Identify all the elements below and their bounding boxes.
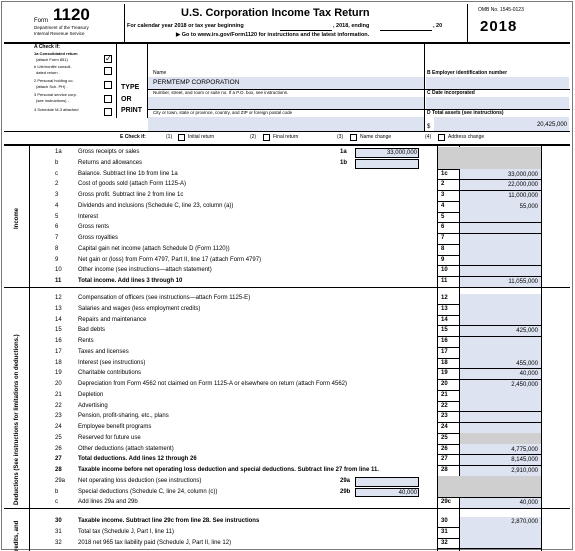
line-14-deductions-text: Repairs and maintenance <box>78 316 147 323</box>
line-8-income-num: 8 <box>55 245 59 252</box>
line-19-deductions-value: 40,000 <box>519 371 538 378</box>
type-label: TYPE <box>121 84 140 91</box>
line-24-deductions-value-field[interactable] <box>460 423 541 433</box>
line-31-tax-box-label: 31 <box>441 528 448 535</box>
check-item-2-cont: (attach Sch. PH) . <box>36 84 68 89</box>
line-31-tax-text: Total tax (Schedule J, Part I, line 11) <box>78 528 174 535</box>
dept-line-2: Internal Revenue Service <box>34 31 85 36</box>
ein-label: B Employer identification number <box>427 70 508 76</box>
line-16-deductions-value-field[interactable] <box>460 337 541 347</box>
line-21-deductions-box-label: 21 <box>441 391 448 398</box>
line-2-income-text: Cost of goods sold (attach Form 1125-A) <box>78 181 186 188</box>
street-field[interactable] <box>148 97 424 109</box>
check-item-3: 3 Personal service corp. <box>34 92 77 97</box>
line-13-deductions-text: Salaries and wages (less employment credits) <box>78 305 201 312</box>
line-11-income-num: 11 <box>55 278 62 284</box>
line-29a-deductions-sub-label: 29a <box>340 477 351 484</box>
checkbox-personal-service[interactable] <box>104 95 112 103</box>
line-20-deductions-text: Depreciation from Form 4562 not claimed on Form 1125-A or elsewhere on return (attach Form 4562) <box>78 381 348 387</box>
line-23-deductions-text: Pension, profit-sharing, etc., plans <box>78 413 169 420</box>
line-29a-deductions-num: 29a <box>55 477 66 484</box>
form-title: U.S. Corporation Income Tax Return <box>181 7 370 19</box>
deductions-section-end-rule <box>4 508 570 509</box>
line-26-deductions-num: 26 <box>55 445 62 452</box>
line-2-income-value: 22,000,000 <box>507 182 538 189</box>
line-c-income-num: c <box>55 170 58 177</box>
line-b-income-sub-field[interactable] <box>355 159 419 169</box>
line-19-deductions-box-label: 19 <box>441 370 448 377</box>
checkbox-life-nonlife[interactable] <box>104 67 112 75</box>
line-b-deductions-sub-label: 29b <box>340 488 351 495</box>
line-18-deductions-value: 455,000 <box>516 360 538 367</box>
line-2-income-num: 2 <box>55 181 59 188</box>
line-1a-income-sub-label: 1a <box>340 149 347 155</box>
line-2-income-box-label: 2 <box>441 181 445 188</box>
line-29a-deductions-shaded-box <box>438 476 541 487</box>
line-c-deductions-num: c <box>55 499 58 506</box>
total-assets-value: 20,425,000 <box>536 122 567 128</box>
line-23-deductions-box-label: 23 <box>441 413 448 420</box>
income-section-label: Income <box>14 207 20 229</box>
e-opt-3-num: (3) <box>337 134 344 140</box>
line-11-income-box-label: 11 <box>441 278 448 284</box>
city-field[interactable] <box>148 117 424 131</box>
or-label: OR <box>121 96 132 103</box>
line-8-income-box-label: 8 <box>441 245 445 252</box>
total-assets-label: D Total assets (see instructions) <box>427 110 504 116</box>
e-check-label: E Check if: <box>120 134 146 140</box>
checkbox-address-change[interactable] <box>438 134 445 141</box>
line-19-deductions-text: Charitable contributions <box>78 370 142 377</box>
line-19-deductions-num: 19 <box>55 370 62 377</box>
line-32-tax-value-field[interactable] <box>460 538 541 548</box>
line-b-deductions-num: b <box>55 488 59 495</box>
line-16-deductions-text: Rents <box>78 338 94 344</box>
checkbox-final-return[interactable] <box>263 134 270 141</box>
check-if-heading: A Check if: <box>34 44 60 50</box>
line-c-income-box-label: 1c <box>441 170 448 177</box>
line-c-income-text: Balance. Subtract line 1b from line 1a <box>78 170 178 177</box>
line-11-income-value: 11,055,000 <box>508 279 538 285</box>
tax-year-line: For calendar year 2018 or tax year beginning <box>127 23 244 29</box>
line-4-income-value: 55,000 <box>519 203 538 210</box>
line-13-deductions-box-label: 13 <box>441 305 448 312</box>
city-label: City or town, state or province, country, and ZIP or foreign postal code <box>153 110 293 115</box>
line-8-income-text: Capital gain net income (attach Schedule D (Form 1120)) <box>78 245 230 252</box>
line-22-deductions-num: 22 <box>55 402 62 409</box>
line-4-income-text: Dividends and inclusions (Schedule C, line 23, column (a)) <box>78 202 234 209</box>
check-item-1a-attach: (attach Form 851) <box>36 57 68 62</box>
line-31-tax-num: 31 <box>55 528 62 535</box>
tax-year-big: 2018 <box>480 18 518 35</box>
omb-number: OMB No. 1545-0123 <box>478 7 524 13</box>
line-24-deductions-text: Employee benefit programs <box>78 424 152 430</box>
check-item-4: 4 Schedule M-3 attached <box>34 107 79 112</box>
income-section-end-rule <box>4 287 570 288</box>
line-10-income-text: Other income (see instructions—attach statement) <box>78 267 212 274</box>
line-12-deductions-text: Compensation of officers (see instructions—attach Form 1125-E) <box>78 295 251 301</box>
e-opt-2-num: (2) <box>250 134 257 140</box>
line-23-deductions-value-field[interactable] <box>460 412 541 422</box>
name-label: Name <box>153 70 167 76</box>
date-incorporated-field[interactable] <box>426 97 569 109</box>
checkbox-initial-return[interactable] <box>178 134 185 141</box>
line-16-deductions-num: 16 <box>55 338 62 344</box>
line-29a-deductions-sub-field[interactable] <box>355 477 419 487</box>
line-21-deductions-num: 21 <box>55 391 62 398</box>
line-20-deductions-value: 2,450,000 <box>511 382 538 388</box>
check-item-1b: b Life/nonlife consoli- <box>34 64 72 69</box>
line-22-deductions-text: Advertising <box>78 402 108 409</box>
dollar-sign: $ <box>427 124 431 130</box>
e-opt-initial-return: Initial return <box>188 134 215 140</box>
line-27-deductions-text: Total deductions. Add lines 12 through 26 <box>78 456 197 463</box>
line-4-income-num: 4 <box>55 202 59 209</box>
line-30-tax-text: Taxable income. Subtract line 29c from line 28. See instructions <box>78 518 260 524</box>
line-27-deductions-value: 8,145,000 <box>511 457 538 464</box>
line-21-deductions-value-field[interactable] <box>460 390 541 400</box>
line-9-income-text: Net gain or (loss) from Form 4797, Part II, line 17 (attach Form 4797) <box>78 256 262 263</box>
line-16-deductions-box-label: 16 <box>441 338 448 344</box>
line-18-deductions-text: Interest (see instructions) <box>78 359 146 366</box>
box-col-right-rule <box>541 146 542 551</box>
e-opt-final-return: Final return <box>273 134 299 140</box>
line-5-income-num: 5 <box>55 213 59 220</box>
line-15-deductions-num: 15 <box>55 327 62 334</box>
ein-field[interactable] <box>426 77 569 89</box>
line-15-deductions-value: 425,000 <box>516 328 538 335</box>
line-1a-income-num: 1a <box>55 149 62 155</box>
line-23-deductions-num: 23 <box>55 413 62 420</box>
line-32-tax-box-label: 32 <box>441 539 448 546</box>
line-11-income-text: Total income. Add lines 3 through 10 <box>78 278 183 284</box>
line-3-income-value: 11,000,000 <box>508 193 538 199</box>
check-item-2: 2 Personal holding co. <box>34 78 74 83</box>
line-18-deductions-num: 18 <box>55 359 62 366</box>
line-3-income-box-label: 3 <box>441 192 445 198</box>
line-15-deductions-text: Bad debts <box>78 327 106 334</box>
line-b-deductions-shaded-box <box>438 487 541 498</box>
tax-section-label: redits, and <box>14 520 20 551</box>
line-30-tax-box-label: 30 <box>441 518 448 524</box>
line-c-deductions-value: 40,000 <box>519 500 538 507</box>
line-c-deductions-text: Add lines 29a and 29b <box>78 499 138 506</box>
line-17-deductions-num: 17 <box>55 348 62 355</box>
dept-line-1: Department of the Treasury <box>34 25 89 30</box>
line-28-deductions-text: Taxable income before net operating loss deduction and special deductions. Subtract line 27 from line 11. <box>78 467 379 473</box>
tax-year-end: , 20 <box>433 23 443 29</box>
line-17-deductions-box-label: 17 <box>441 348 448 355</box>
line-b-income-num: b <box>55 159 59 166</box>
line-13-deductions-num: 13 <box>55 305 62 312</box>
line-9-income-box-label: 9 <box>441 256 445 263</box>
line-7-income-value-field[interactable] <box>460 234 541 244</box>
line-1a-income-text: Gross receipts or sales <box>78 149 140 155</box>
line-3-income-num: 3 <box>55 192 59 198</box>
line-27-deductions-box-label: 27 <box>441 456 448 463</box>
line-25-deductions-value-field[interactable] <box>460 433 541 443</box>
line-32-tax-text: 2018 net 965 tax liability paid (Schedule J, Part II, line 12) <box>78 539 232 546</box>
line-10-income-num: 10 <box>55 267 62 274</box>
check-item-1a: 1a Consolidated return <box>34 51 78 56</box>
line-c-income-value: 33,000,000 <box>507 171 538 178</box>
line-1a-income-sub-value: 33,000,000 <box>386 150 417 156</box>
line-17-deductions-value-field[interactable] <box>460 347 541 357</box>
line-5-income-text: Interest <box>78 213 99 220</box>
line-7-income-box-label: 7 <box>441 235 445 241</box>
form-word: Form <box>34 18 48 24</box>
line-26-deductions-value: 4,775,000 <box>511 446 538 453</box>
line-1a-income-shaded-box <box>438 147 541 158</box>
line-22-deductions-box-label: 22 <box>441 402 448 409</box>
e-opt-4-num: (4) <box>425 134 432 140</box>
line-15-deductions-box-label: 15 <box>441 327 448 334</box>
line-31-tax-value-field[interactable] <box>460 527 541 537</box>
line-29a-deductions-text: Net operating loss deduction (see instructions) <box>78 477 202 484</box>
line-14-deductions-value-field[interactable] <box>460 315 541 325</box>
checkbox-schedule-m3[interactable] <box>104 108 112 116</box>
line-4-income-box-label: 4 <box>441 202 445 209</box>
line-b-income-text: Returns and allowances <box>78 159 143 166</box>
e-opt-name-change: Name change <box>360 134 392 140</box>
line-5-income-box-label: 5 <box>441 213 445 220</box>
line-5-income-value-field[interactable] <box>460 212 541 222</box>
line-25-deductions-num: 25 <box>55 434 62 441</box>
line-26-deductions-box-label: 26 <box>441 445 448 452</box>
line-20-deductions-box-label: 20 <box>441 381 448 387</box>
line-25-deductions-text: Reserved for future use <box>78 434 141 441</box>
line-13-deductions-value-field[interactable] <box>460 304 541 314</box>
line-28-deductions-value: 2,910,000 <box>511 468 538 474</box>
line-c-deductions-box-label: 29c <box>441 499 452 506</box>
line-32-tax-num: 32 <box>55 539 62 546</box>
check-item-3-cont: (see instructions) . <box>36 98 69 103</box>
line-26-deductions-text: Other deductions (attach statement) <box>78 445 174 452</box>
line-30-tax-value: 2,870,000 <box>511 519 538 525</box>
line-25-deductions-box-label: 25 <box>441 434 448 441</box>
line-24-deductions-box-label: 24 <box>441 424 448 430</box>
checkbox-personal-holding[interactable] <box>104 81 112 89</box>
line-b-income-sub-label: 1b <box>340 159 348 166</box>
print-label: PRINT <box>121 107 142 114</box>
line-12-deductions-box-label: 12 <box>441 295 448 301</box>
checkbox-name-change[interactable] <box>350 134 357 141</box>
line-9-income-num: 9 <box>55 256 59 263</box>
line-32-tax-rule <box>437 548 541 549</box>
line-20-deductions-num: 20 <box>55 381 62 387</box>
line-27-deductions-num: 27 <box>55 456 62 463</box>
line-6-income-value-field[interactable] <box>460 223 541 233</box>
line-b-income-shaded-box <box>438 158 541 169</box>
line-10-income-value-field[interactable] <box>460 266 541 276</box>
line-b-deductions-text: Special deductions (Schedule C, line 24, column (c)) <box>78 488 218 495</box>
line-8-income-value-field[interactable] <box>460 244 541 254</box>
line-6-income-text: Gross rents <box>78 224 110 231</box>
line-17-deductions-text: Taxes and licenses <box>78 348 129 355</box>
check-item-1b-cont: dated return . <box>36 70 60 75</box>
e-opt-address-change: Address change <box>448 134 485 140</box>
line-b-deductions-sub-value: 40,000 <box>398 489 417 496</box>
line-30-tax-num: 30 <box>55 518 62 524</box>
line-9-income-value-field[interactable] <box>460 255 541 265</box>
line-6-income-num: 6 <box>55 224 59 231</box>
line-10-income-box-label: 10 <box>441 267 448 274</box>
line-3-income-text: Gross profit. Subtract line 2 from line 1c <box>78 192 184 198</box>
goto-line: ▶ Go to www.irs.gov/Form1120 for instructions and the latest information. <box>176 32 370 38</box>
checkmark-icon: ✓ <box>105 54 112 63</box>
line-6-income-box-label: 6 <box>441 224 445 231</box>
line-12-deductions-value-field[interactable] <box>460 294 541 304</box>
tax-year-mid: , 2018, ending <box>333 23 370 29</box>
line-21-deductions-text: Depletion <box>78 391 104 398</box>
line-14-deductions-box-label: 14 <box>441 316 448 323</box>
line-7-income-text: Gross royalties <box>78 235 119 241</box>
e-opt-1-num: (1) <box>166 134 173 140</box>
line-12-deductions-num: 12 <box>55 295 62 301</box>
name-value: PERMTEMP CORPORATION <box>153 79 240 86</box>
line-22-deductions-value-field[interactable] <box>460 401 541 411</box>
date-incorporated-label: C Date incorporated <box>427 90 475 96</box>
line-28-deductions-num: 28 <box>55 467 62 473</box>
line-18-deductions-box-label: 18 <box>441 359 448 366</box>
line-28-deductions-box-label: 28 <box>441 467 448 473</box>
line-7-income-num: 7 <box>55 235 59 241</box>
line-14-deductions-num: 14 <box>55 316 62 323</box>
deductions-section-label: Deductions (See instructions for limitations on deductions.) <box>14 334 20 505</box>
form-number: 1120 <box>53 5 90 24</box>
line-24-deductions-num: 24 <box>55 424 62 430</box>
section-label-rule <box>29 146 30 551</box>
street-label: Number, street, and room or suite no. If a P.O. box, see instructions. <box>153 90 289 95</box>
